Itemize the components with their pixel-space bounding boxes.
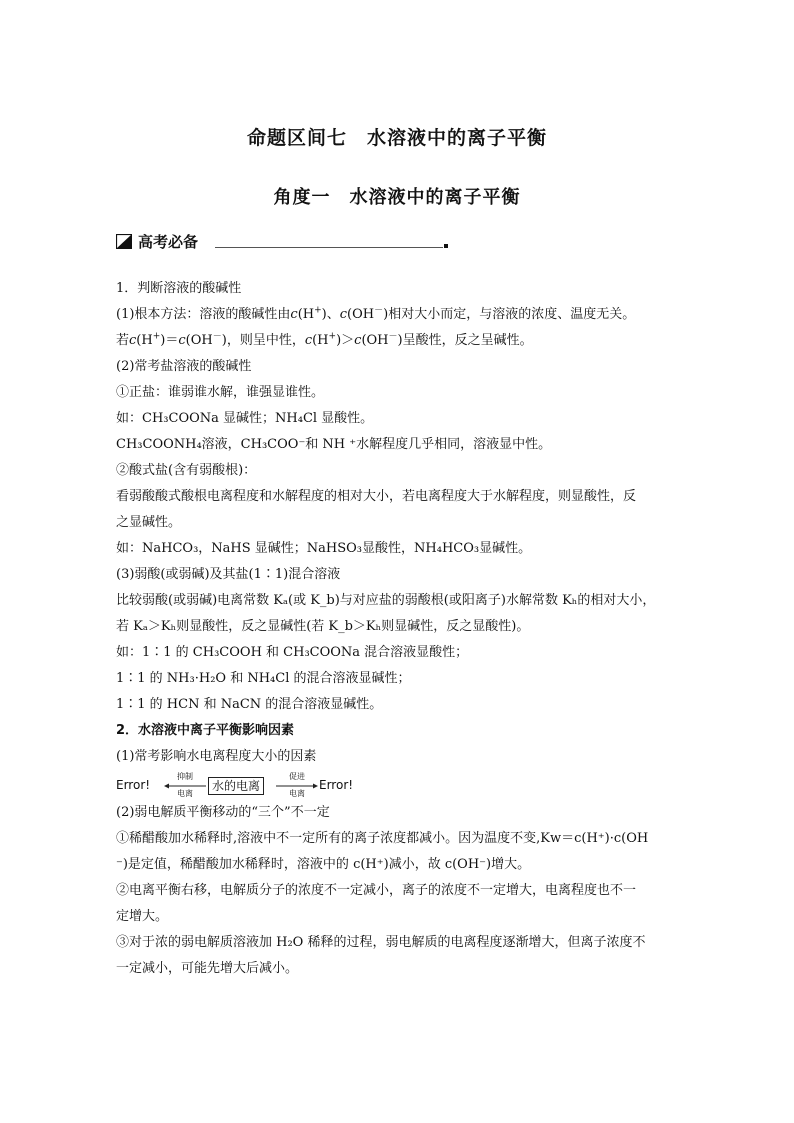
flow-left-text: Error! (116, 778, 151, 792)
paragraph-line: (1)根本方法：溶液的酸碱性由c(H+)、c(OH－)相对大小而定，与溶液的浓度、温度无关。 (116, 305, 636, 322)
flow-right-arrow-top: 促进 (289, 772, 305, 781)
paragraph-line: CH₃COONH₄溶液，CH₃COO⁻和 NH ⁺水解程度几乎相同，溶液显中性。 (116, 437, 552, 452)
paragraph-line: 一定减小，可能先增大后减小。 (116, 961, 299, 976)
section-rule (215, 247, 443, 248)
heading-2: 2．水溶液中离子平衡影响因素 (116, 723, 295, 738)
paragraph-line: ③对于浓的弱电解质溶液加 H₂O 稀释的过程，弱电解质的电离程度逐渐增大，但离子浓度不 (116, 935, 646, 950)
paragraph-line: 如：1∶1 的 CH₃COOH 和 CH₃COONa 混合溶液显酸性； (116, 645, 469, 660)
chapter-title: 命题区间七 水溶液中的离子平衡 (246, 127, 547, 149)
flow-left-arrow-bottom: 电离 (177, 789, 193, 798)
paragraph-line: ②酸式盐(含有弱酸根)： (116, 463, 257, 478)
document-body (116, 276, 684, 982)
diagonal-square-icon (116, 234, 132, 249)
paragraph-line: (2)弱电解质平衡移动的“三个”不一定 (116, 805, 330, 820)
section-rule-dot (444, 244, 448, 248)
section-title: 角度一 水溶液中的离子平衡 (273, 187, 521, 208)
paragraph-line: 若 Kₐ＞Kₕ则显酸性，反之显碱性(若 K_b＞Kₕ则显碱性，反之显酸性)。 (116, 619, 530, 634)
paragraph-line: (1)常考影响水电离程度大小的因素 (116, 749, 317, 764)
paragraph-line: ②电离平衡右移，电解质分子的浓度不一定减小，离子的浓度不一定增大，电离程度也不一 (116, 883, 637, 898)
paragraph-line: 若c(H+)＝c(OH－)，则呈中性，c(H+)＞c(OH－)呈酸性，反之呈碱性。 (116, 331, 533, 348)
paragraph-line: 如：NaHCO₃，NaHS 显碱性；NaHSO₃显酸性，NH₄HCO₃显碱性。 (116, 541, 532, 556)
paragraph-line: (3)弱酸(或弱碱)及其盐(1∶1)混合溶液 (116, 567, 341, 582)
paragraph-line: 之显碱性。 (116, 515, 182, 530)
flow-center-box: 水的电离 (208, 777, 264, 795)
section-label: 高考必备 (138, 233, 199, 251)
flow-right-text: Error! (319, 778, 354, 792)
paragraph-line: ①正盐：谁弱谁水解，谁强显谁性。 (116, 385, 325, 400)
flow-left-arrow-top: 抑制 (177, 772, 193, 781)
paragraph-line: 1∶1 的 NH₃·H₂O 和 NH₄Cl 的混合溶液显碱性； (116, 671, 411, 686)
paragraph-line: (2)常考盐溶液的酸碱性 (116, 359, 252, 374)
paragraph-line: ①稀醋酸加水稀释时,溶液中不一定所有的离子浓度都减小。因为温度不变,Kw＝c(H⁺)·c(OH (116, 831, 649, 846)
paragraph-line: 看弱酸酸式酸根电离程度和水解程度的相对大小，若电离程度大于水解程度，则显酸性，反 (116, 489, 637, 504)
paragraph-line: 如：CH₃COONa 显碱性；NH₄Cl 显酸性。 (116, 411, 374, 426)
section-header (116, 231, 446, 253)
water-ionization-flow (116, 770, 684, 800)
heading-1: 1．判断溶液的酸碱性 (116, 281, 242, 296)
paragraph-line: 定增大。 (116, 909, 169, 924)
paragraph-line: ⁻)是定值，稀醋酸加水稀释时，溶液中的 c(H⁺)减小，故 c(OH⁻)增大。 (116, 857, 531, 872)
flow-right-arrow-bottom: 电离 (289, 789, 305, 798)
paragraph-line: 比较弱酸(或弱碱)电离常数 Kₐ(或 K_b)与对应盐的弱酸根(或阳离子)水解常数 Kₕ的相对大小， (116, 593, 656, 608)
paragraph-line: 1∶1 的 HCN 和 NaCN 的混合溶液显碱性。 (116, 697, 383, 712)
